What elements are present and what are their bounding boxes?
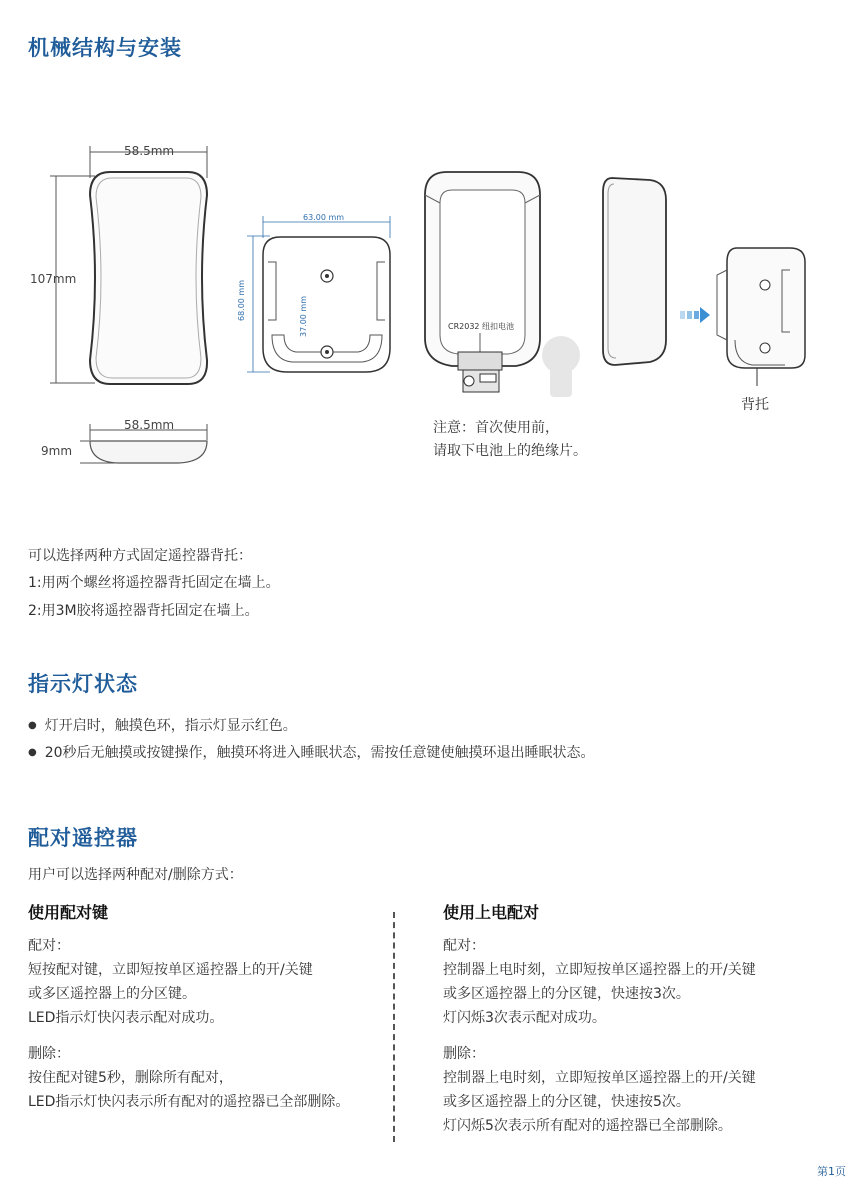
pairing-intro: 用户可以选择两种配对/删除方式： (28, 867, 243, 883)
section-title-indicator: 指示灯状态 (28, 672, 138, 696)
dim-height: 107mm (30, 272, 77, 286)
indicator-item-2: ● 20秒后无触摸或按键操作，触摸环将进入睡眠状态，需按任意键使触摸环退出睡眠状态。 (28, 741, 595, 767)
pairing-power-delete-text: 控制器上电时刻，立即短按单区遥控器上的开/关键 或多区遥控器上的分区键，快速按5次。 灯闪烁5次表示所有配对的遥控器已全部删除。 (443, 1070, 756, 1134)
pairing-key-delete-text: 按住配对键5秒，删除所有配对， LED指示灯快闪表示所有配对的遥控器已全部删除。 (28, 1070, 350, 1110)
pairing-key-pair-label: 配对： (28, 938, 70, 954)
section-title-pairing: 配对遥控器 (28, 826, 138, 850)
dim-bracket-width: 63.00 mm (303, 213, 345, 222)
dim-thickness: 9mm (41, 444, 73, 458)
dim-width-top: 58.5mm (124, 144, 175, 158)
pairing-power-pair-text: 控制器上电时刻，立即短按单区遥控器上的开/关键 或多区遥控器上的分区键，快速按3次。 灯闪烁3次表示配对成功。 (443, 962, 756, 1026)
pairing-key-pair-text: 短按配对键，立即短按单区遥控器上的开/关键 或多区遥控器上的分区键。 LED指示灯快闪表示配对成功。 (28, 962, 313, 1026)
indicator-item-1: ● 灯开启时，触摸色环，指示灯显示红色。 (28, 714, 297, 740)
dim-hole-spacing: 37.00 mm (299, 295, 309, 338)
bracket-label: 背托 (741, 397, 769, 413)
pairing-power-heading: 使用上电配对 (443, 903, 540, 922)
column-divider (393, 912, 395, 1142)
section-title-mechanical: 机械结构与安装 (28, 36, 182, 60)
mounting-intro: 可以选择两种方式固定遥控器背托： (28, 548, 252, 564)
pairing-key-heading: 使用配对键 (28, 903, 109, 922)
mounting-option-1: 1:用两个螺丝将遥控器背托固定在墙上。 (28, 575, 280, 591)
dim-width-side: 58.5mm (124, 418, 175, 432)
mounting-option-2: 2:用3M胶将遥控器背托固定在墙上。 (28, 603, 259, 619)
dim-bracket-height: 68.00 mm (237, 279, 247, 322)
pairing-power-pair-label: 配对： (443, 938, 485, 954)
pairing-power-delete-label: 删除： (443, 1046, 485, 1062)
note-line-1: 注意：首次使用前， (433, 420, 559, 436)
page-number: 第1页 (817, 1165, 846, 1178)
note-line-2: 请取下电池上的绝缘片。 (433, 443, 587, 459)
battery-label: CR2032 纽扣电池 (448, 322, 515, 331)
pairing-key-delete-label: 删除： (28, 1046, 70, 1062)
